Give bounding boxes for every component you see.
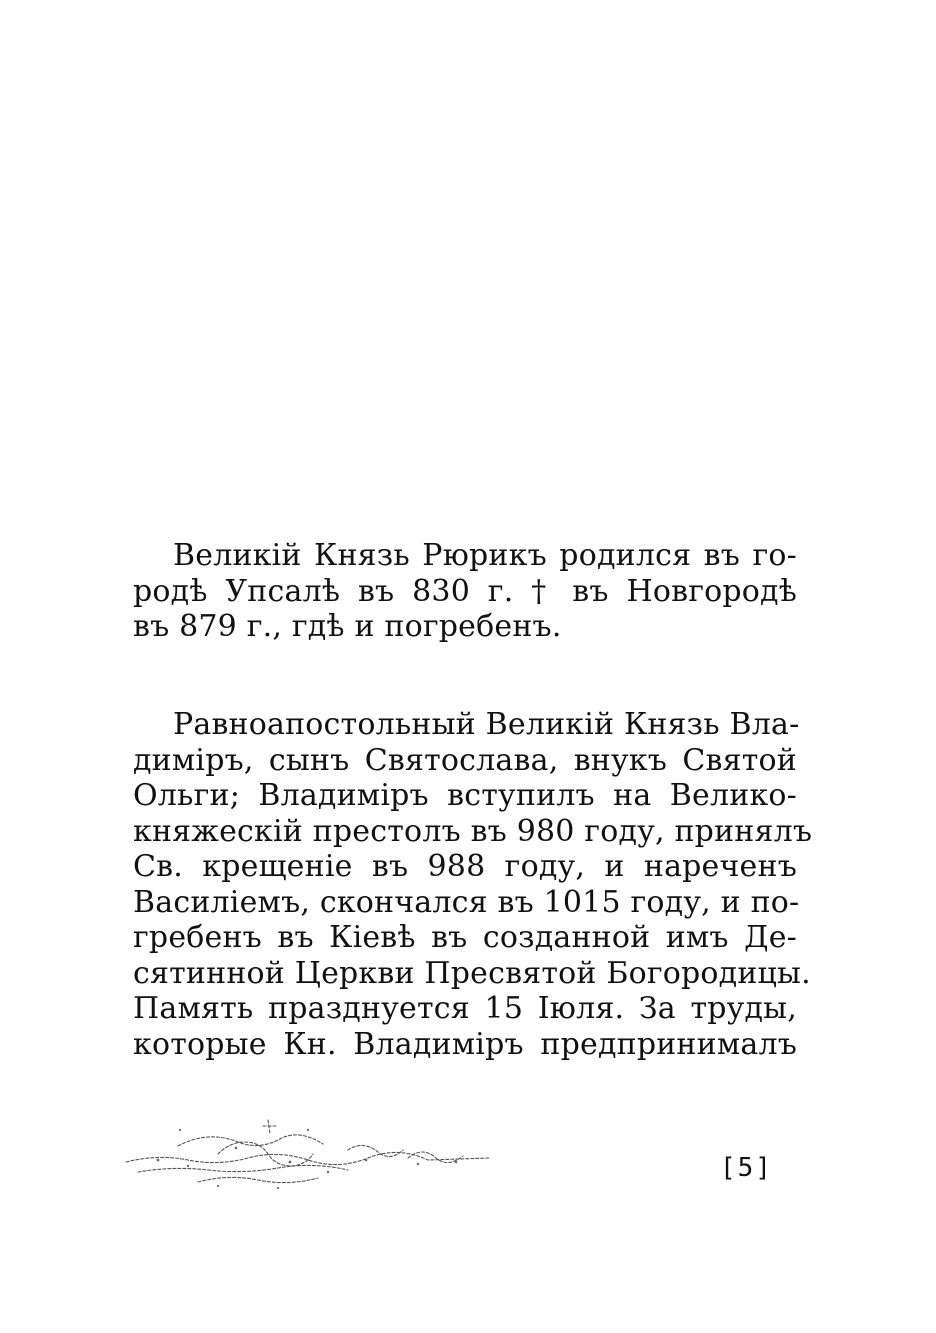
text-line: сятинной Церкви Пресвятой Богородицы. (133, 955, 811, 991)
text-line: диміръ, сынъ Святослава, внукъ Святой (133, 742, 797, 778)
text-line: гребенъ въ Кіевѣ въ созданной имъ Де- (133, 920, 797, 955)
paragraph-vladimir (133, 707, 813, 1062)
text-line: Равноапостольный Великій Князь Вла- (173, 707, 800, 742)
text-line: родѣ Упсалѣ въ 830 г. † въ Новгородѣ (133, 573, 797, 609)
text-line: Великій Князь Рюрикъ родился въ го- (173, 538, 797, 573)
flourish-ornament-icon (118, 1100, 498, 1192)
page-number: [5] (720, 1153, 773, 1183)
text-line: Св. крещеніе въ 988 году, и нареченъ (133, 849, 797, 884)
text-line: Ольги; Владиміръ вступилъ на Велико- (133, 778, 797, 813)
text-line: въ 879 г., гдѣ и погребенъ. (133, 609, 562, 644)
text-line: Василіемъ, скончался въ 1015 году, и по- (133, 884, 800, 920)
paragraph-rurik (133, 538, 797, 645)
text-line: Память празднуется 15 Іюля. За труды, (133, 991, 797, 1026)
text-line: княжескій престолъ въ 980 году, принялъ (133, 813, 813, 849)
text-line: которые Кн. Владиміръ предпринималъ (133, 1026, 797, 1062)
